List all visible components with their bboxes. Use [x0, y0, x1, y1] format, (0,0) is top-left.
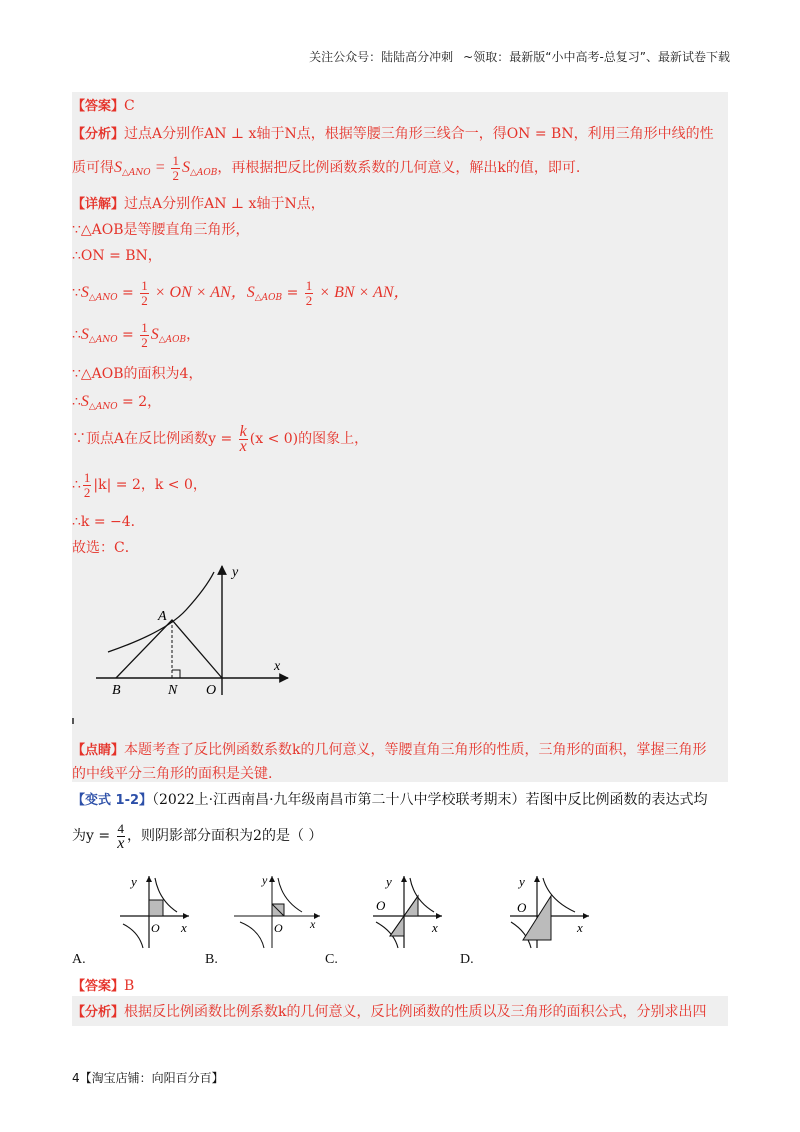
- detail-text-1: 过点A分别作AN ⊥ x轴于N点，: [124, 196, 325, 212]
- frac-den: 2: [305, 292, 313, 308]
- detail-line-11: 故选：C．: [72, 540, 139, 556]
- math-expr: × ON × AN，: [150, 284, 247, 301]
- fraction-2: [305, 279, 314, 308]
- fraction: [239, 422, 248, 455]
- detail-line-7: [72, 392, 728, 417]
- frac-den: 2: [83, 484, 91, 500]
- math-s2: S: [150, 326, 159, 343]
- detail-text-8a: ∵顶点A在反比例函数y =: [72, 431, 237, 447]
- option-d-figure[interactable]: [505, 870, 595, 950]
- variant-text-1: （2022上·江西南昌·九年级南昌市第二十八中学校联考期末）若图中反比例函数的表达式均: [152, 792, 708, 808]
- answer-tag: 【答案】: [72, 99, 125, 114]
- frac-num: 1: [305, 277, 313, 293]
- detail-text-8b: (x < 0)的图象上，: [249, 431, 369, 447]
- label-a: A: [158, 609, 167, 624]
- label-x: x: [274, 659, 281, 674]
- variant-text-2b: ，则阴影部分面积为2的是（ ）: [127, 828, 323, 844]
- math-sub2: △AOB: [158, 335, 187, 345]
- analysis-text-2a: 质可得: [72, 160, 114, 176]
- frac-den: x: [117, 834, 125, 852]
- math-eq2: =: [282, 285, 303, 301]
- option-b-figure[interactable]: [232, 870, 324, 950]
- frac-den: 2: [172, 167, 179, 183]
- math-s: S: [80, 284, 89, 301]
- math-sub: △ANO: [88, 335, 118, 345]
- comment-tag: 【点睛】: [72, 743, 125, 758]
- math-expr2: × BN × AN，: [315, 284, 410, 301]
- frac-den: 2: [141, 334, 148, 350]
- fraction: [140, 279, 149, 308]
- comma: ，: [186, 327, 201, 343]
- math-s2: S: [246, 284, 255, 301]
- label-b: B: [112, 683, 121, 698]
- math-s: S: [114, 159, 122, 176]
- detail-line-10: ∴k = −4．: [72, 514, 145, 530]
- analysis-tag: 【分析】: [72, 127, 125, 142]
- comment-line-2: 的中线平分三角形的面积是关键.: [72, 766, 273, 782]
- fraction: [117, 822, 126, 851]
- page-footer: 4【淘宝店铺：向阳百分百】: [72, 1071, 224, 1085]
- frac-den: x: [239, 437, 247, 455]
- answer-value-2: B: [124, 978, 135, 994]
- option-a-label[interactable]: A.: [72, 952, 86, 967]
- page-header: [0, 48, 730, 65]
- label-y: y: [131, 874, 137, 889]
- analysis2-line-1: [72, 1002, 728, 1023]
- detail-line-5: [72, 318, 728, 357]
- therefore-symbol: ∴: [72, 477, 81, 493]
- detail-line-3: ∴ON = BN，: [72, 248, 162, 264]
- comment-text-1: 本题考查了反比例函数系数k的几何意义，等腰直角三角形的性质，三角形的面积，掌握三角形: [124, 742, 707, 758]
- option-b-label[interactable]: B.: [205, 952, 218, 967]
- analysis-line-1: [72, 124, 728, 145]
- label-y: y: [262, 873, 268, 887]
- analysis-line-2: [72, 152, 728, 189]
- detail-line-8: [72, 422, 728, 456]
- fraction: [171, 154, 180, 183]
- header-right: ~领取：最新版“小中高考-总复习”、最新试卷下载: [463, 50, 730, 64]
- option-c-figure[interactable]: [368, 870, 448, 950]
- label-o: O: [376, 898, 386, 913]
- frac-num: 1: [172, 152, 179, 168]
- label-x: x: [181, 920, 187, 935]
- label-y: y: [519, 874, 525, 889]
- frac-num: 1: [141, 319, 148, 335]
- label-y: y: [232, 565, 239, 580]
- variant-text-2a: 为y =: [72, 828, 115, 844]
- option-a-figure[interactable]: [115, 870, 195, 950]
- label-x: x: [310, 917, 316, 931]
- fraction: [83, 471, 92, 500]
- label-x: x: [432, 920, 438, 935]
- detail-line-2: ∵△AOB是等腰直角三角形，: [72, 222, 250, 238]
- stray-mark: [72, 718, 74, 724]
- answer-line-1: [72, 96, 728, 117]
- since-symbol: ∵: [72, 285, 81, 301]
- variant-line-2: [72, 818, 728, 854]
- detail-line-6: ∵△AOB的面积为4，: [72, 366, 203, 382]
- option-c-label[interactable]: C.: [325, 952, 338, 967]
- math-sub2: △AOB: [254, 293, 283, 303]
- detail-line-1: [72, 194, 728, 215]
- math-eq: =: [117, 327, 139, 343]
- option-d-label[interactable]: D.: [460, 952, 474, 967]
- label-o: O: [517, 900, 527, 915]
- answer-tag-2: 【答案】: [72, 979, 125, 994]
- fraction: [140, 321, 149, 350]
- answer-line-2: [72, 976, 728, 997]
- math-eq: =: [150, 159, 170, 176]
- detail-line-9: [72, 468, 728, 502]
- label-o: O: [151, 921, 160, 935]
- math-sub: △ANO: [88, 402, 118, 412]
- math-eq: =: [117, 285, 139, 301]
- answer-value: C: [124, 98, 135, 114]
- right-angle-mark: [172, 670, 180, 678]
- math-s2: S: [181, 159, 190, 176]
- frac-num: 4: [117, 820, 125, 836]
- frac-den: 2: [141, 292, 148, 308]
- analysis-tag-2: 【分析】: [72, 1005, 125, 1020]
- analysis-text-2b: ，再根据把反比例函数系数的几何意义，解出k的值，即可.: [217, 160, 581, 176]
- detail-tag: 【详解】: [72, 197, 125, 212]
- frac-num: k: [239, 422, 247, 440]
- label-y: y: [386, 874, 392, 889]
- label-n: N: [168, 683, 178, 698]
- detail-line-4: [72, 276, 728, 315]
- math-s: S: [80, 393, 89, 410]
- frac-num: 1: [83, 469, 91, 485]
- triangle-aob: [116, 620, 222, 678]
- label-x: x: [577, 920, 583, 935]
- label-o: O: [206, 683, 217, 698]
- math-sub2: △AOB: [189, 168, 218, 178]
- analysis-text-1: 过点A分别作AN ⊥ x轴于N点，根据等腰三角形三线合一，得ON = BN，利用三角形中线的性: [124, 126, 714, 142]
- math-eq: = 2，: [117, 394, 162, 410]
- analysis2-text: 根据反比例函数比例系数k的几何意义，反比例函数的性质以及三角形的面积公式，分别求出四: [124, 1004, 707, 1020]
- math-sub: △ANO: [122, 168, 151, 178]
- hyperbola-triangle-figure: [96, 560, 296, 700]
- frac-num: 1: [141, 277, 148, 293]
- therefore-symbol: ∴: [72, 394, 81, 410]
- variant-line-1: [72, 790, 728, 811]
- math-s: S: [80, 326, 89, 343]
- variant-tag: 【变式 1-2】: [72, 793, 153, 808]
- therefore-symbol: ∴: [72, 327, 81, 343]
- label-o: O: [274, 921, 283, 935]
- comment-line-1: [72, 740, 728, 761]
- header-left: 关注公众号：陆陆高分冲刺: [309, 50, 454, 64]
- detail-text-9: |k| = 2，k < 0，: [93, 477, 207, 493]
- math-sub: △ANO: [88, 293, 118, 303]
